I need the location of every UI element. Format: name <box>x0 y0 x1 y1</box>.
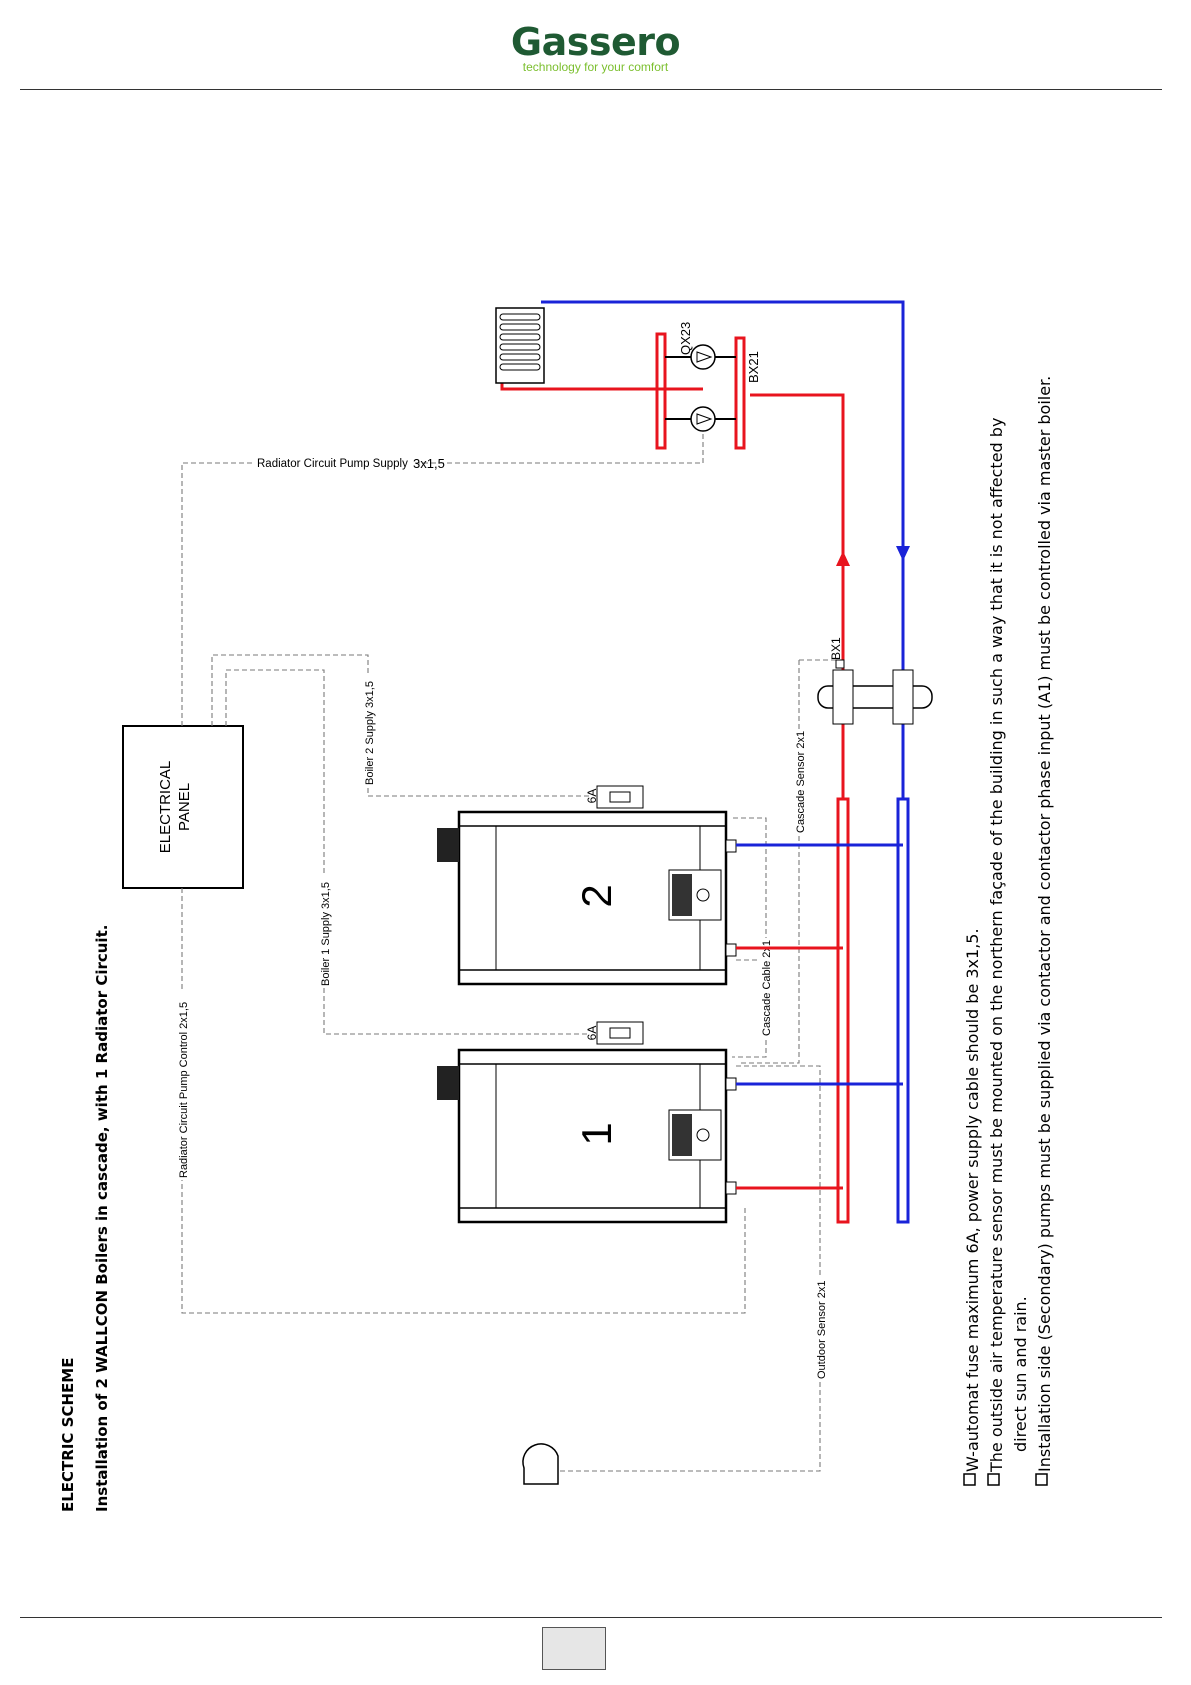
scheme-subtitle: Installation of 2 WALLCON Boilers in cascade, with 1 Radiator Circuit. <box>93 924 111 1512</box>
scheme-title: ELECTRIC SCHEME <box>59 1357 77 1512</box>
electrical-panel-label-line2: PANEL <box>176 782 193 832</box>
boiler1-supply-label: Boiler 1 Supply 3x1,5 <box>320 882 332 986</box>
electrical-panel-label-line1: ELECTRICAL <box>157 760 174 854</box>
return-flow-arrow <box>896 546 910 561</box>
brand-name: Gassero <box>510 20 681 64</box>
fuse-boiler-1 <box>585 1022 643 1044</box>
pump-qx23 <box>665 322 736 431</box>
radiator-pump-control-label: Radiator Circuit Pump Control 2x1,5 <box>178 1001 190 1178</box>
radiator-pump-supply-label: Radiator Circuit Pump Supply <box>257 458 408 470</box>
flow-sensor-label: BX21 <box>746 351 761 383</box>
cascade-sensor-label: Cascade Sensor 2x1 <box>795 730 807 833</box>
brand-tagline: technology for your comfort <box>522 60 669 74</box>
boiler-1-number: 1 <box>573 1122 620 1146</box>
outdoor-sensor-label: Outdoor Sensor 2x1 <box>816 1280 828 1379</box>
radiator <box>496 308 544 383</box>
note-1: W-automat fuse maximum 6A, power supply cable should be 3x1,5. <box>963 928 982 1472</box>
radiator-pump-supply-size: 3x1,5 <box>413 456 445 471</box>
fuse-boiler-1-label: 6A <box>585 1025 599 1041</box>
note-3: Installation side (Secondary) pumps must be supplied via contactor and contactor phase input (A1) must be controlled via master boiler. <box>1035 375 1054 1472</box>
hydraulic-separator <box>818 637 932 724</box>
supply-flow-arrow <box>836 551 850 566</box>
boiler2-supply-label: Boiler 2 Supply 3x1,5 <box>364 681 376 785</box>
fuse-boiler-2 <box>585 786 643 808</box>
header-sensor-label: BX1 <box>829 637 843 660</box>
boiler-2 <box>437 812 736 984</box>
note-2-continuation: direct sun and rain. <box>1011 1296 1030 1452</box>
electrical-panel <box>123 726 243 888</box>
fuse-boiler-2-label: 6A <box>585 788 599 804</box>
cascade-cable-label: Cascade Cable 2x1 <box>761 939 773 1036</box>
notes <box>963 376 1054 1485</box>
boiler-2-number: 2 <box>573 884 620 908</box>
pump-label: QX23 <box>678 321 693 355</box>
note-2: The outside air temperature sensor must be mounted on the northern façade of the building in such a way that it is not affected by <box>987 417 1006 1472</box>
boiler-1 <box>437 1050 736 1222</box>
outdoor-sensor-icon <box>523 1444 558 1484</box>
